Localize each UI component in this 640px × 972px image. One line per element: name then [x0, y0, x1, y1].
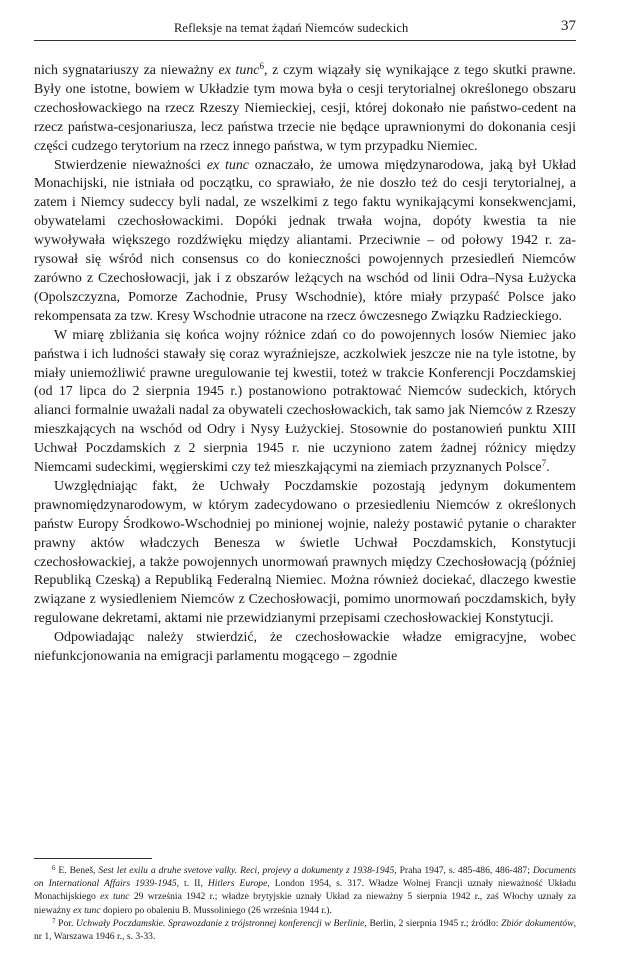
footnote-number: 6 [52, 864, 56, 872]
footnote: $^7$ Por. Uchwały Poczdamskie. Sprawozdanie z trójstronnej konferencji w Berlinie, Berlin, 2 sierpnia 1945 r.; źródło: Zbiór dokumentów, nr 1, Warszawa 1946 r., s. 3-33. [34, 916, 577, 943]
page-number: 37 [561, 18, 576, 34]
footnotes [34, 864, 576, 943]
footnote-ref: 6 [259, 61, 264, 71]
paragraph: Stwierdzenie nieważności ex tunc oznaczało, że umowa międzynarodowa, jaką był Układ Monachijski, nie istniała od początku, co sprawiało, że nie doszło też do cesji terytorialnej, a zatem i Niemcy sudeccy byli nadal, ze wszelkimi z tego faktu wynikającymi konsekwencjami, obywatelami czechosłowackimi. Dopóki jednak trwała wojna, dopóty kwestia ta nie wywoływała większego rozdźwięku między aliantami. Przeciwnie – od połowy 1942 r. zarysował się wśród nich consensus co do konieczności powojennych przesiedleń Niemców zarówno z Czechosłowacji, jak i z obszarów leżących na wschód od linii Odra–Nysa Łużycka (Opolszczyzna, Pomorze Zachodnie, Prusy Wschodnie), które miały przypaść Polsce jako rekompensata za tzw. Kresy Wschodnie utracone na rzecz ówczesnego Związku Radzieckiego. [34, 157, 577, 324]
running-title: Refleksje na temat żądań Niemców sudeckich [174, 21, 409, 35]
body-text [34, 62, 576, 667]
footnote-ref: 7 [541, 458, 547, 469]
footnote-divider [34, 858, 152, 859]
footnote-number: 7 [52, 916, 56, 925]
paragraph: Odpowiadając należy stwierdzić, że czechosłowackie władze emigracyjne, wobec niefunkcjonowania na emigracji parlamentu mogącego – zgodnie [34, 630, 576, 665]
footnote: $^6$ E. Beneš, Sest let exilu a druhe svetove valky. Reci, projevy a dokumenty z 1938-1945, Praha 1947, s. 485-486, 486-487; Documents on International Affairs 1939-1945, t. II, Hitlers Europe, London 1954, s. 317. Władze Wolnej Francji uznały nieważność Układu Monachijskiego ex tunc 29 września 1942 r.; władze brytyjskie uznały Układ za nieważny 5 sierpnia 1942 r., zaś Włochy uznały za nieważny ex tunc dopiero po obaleniu B. Mussoliniego (26 września 1944 r.). [34, 864, 577, 916]
paragraph: nich sygnatariuszy za nieważny ex tunc$^6$, z czym wiązały się wynikające z tego skutki prawne. Były one istotne, bowiem w Układzie tym mowa była o cesji terytorialnej określonego obszaru czechosłowackiego na rzecz Rzeszy Niemieckiej, cesji, której dokonało nie państwo-cedent na rzecz państwa-cesjonariusza, lecz państwa trzecie nie będące uprawnionymi do dokonania cesji części cudzego terytorium na rzecz innego państwa, w tym przypadku Niemiec. [34, 61, 576, 154]
paragraph: W miarę zbliżania się końca wojny różnice zdań co do powojennych losów Niemiec jako państwa i ich ludności stawały się coraz wyraźniejsze, aczkolwiek jeszcze nie na tyle istotne, by miały uniemożliwić prawne uregulowanie tej kwestii, toteż w trakcie Konferencji Poczdamskiej (od 17 lipca do 2 sierpnia 1945 r.) postanowiono potraktować Niemców sudeckich, których alianci formalnie uważali nadal za obywateli czechosłowackich, tak samo jak Niemców z Rzeszy mieszkających na wschód od Odry i Nysy Łużyckiej. Stosownie do postanowień punktu XIII Uchwał Poczdamskich z 2 sierpnia 1945 r. nie uczyniono zatem żadnej różnicy między Niemcami sudeckimi, węgierskimi czy też mieszkającymi na ziemiach przyznanych Polsce$^7$. [34, 327, 576, 476]
paragraph: Uwzględniając fakt, że Uchwały Poczdamskie pozostają jedynym dokumentem prawnomiędzynarodowym, w którym zadecydowano o przesiedleniu Niemców z określonych państw Europy Środkowo-Wschodniej po minionej wojnie, należy postawić pytanie o charakter prawny aktów władczych Benesza w świetle Uchwał Poczdamskich, Konstytucji czechosłowackiej, a także powojennych unormowań prawnych między Czechosłowacją (później Republiką Czeską) a Republiką Federalną Niemiec. Można również dociekać, dlaczego kwestie związane z wysiedleniem Niemców z Czechosłowacji, pomimo unormowań poczdamskich, były regulowane dekretami, aktami nie przewidzianymi przepisami czechosłowackiej Konstytucji. [34, 478, 576, 627]
running-header [34, 18, 576, 41]
